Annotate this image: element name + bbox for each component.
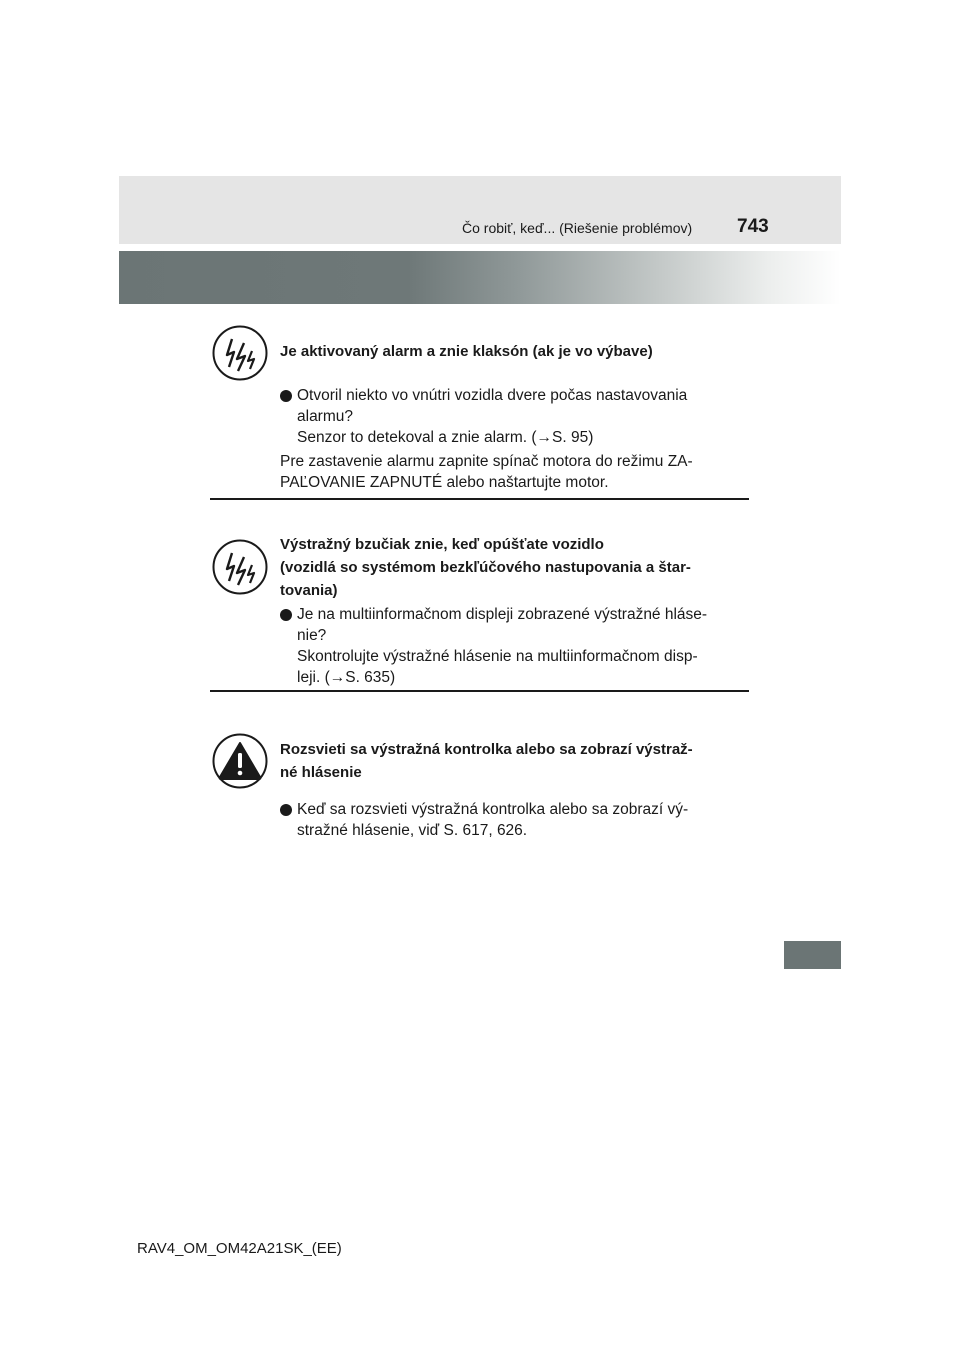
section-title: Výstražný bzučiak znie, keď opúšťate vozidlo (vozidlá so systémom bezkľúčového nastupovania a štar- tovania): [280, 536, 691, 599]
bullet-dot: [280, 609, 292, 621]
section-title: Je aktivovaný alarm a znie klaksón (ak je vo výbave): [280, 343, 653, 360]
spark-symbol-icon: [212, 539, 268, 595]
section-gradient-bar: [119, 251, 841, 304]
bullet-text: Je na multiinformačnom displeji zobrazené výstražné hláse- nie? Skontrolujte výstražné hlásenie na multiinformačnom disp- leji. (→S. 635): [297, 606, 708, 686]
warning-exclamation-icon: [212, 733, 268, 789]
spark-symbol-icon: [212, 325, 268, 381]
paragraph: Pre zastavenie alarmu zapnite spínač motora do režimu ZA- PAĽOVANIE ZAPNUTÉ alebo naštartujte motor.: [280, 453, 693, 491]
bullet-dot: [280, 390, 292, 402]
section-divider: [210, 690, 749, 692]
bullet-text: Otvoril niekto vo vnútri vozidla dvere počas nastavovania alarmu? Senzor to detekoval a znie alarm. (→S. 95): [297, 387, 688, 446]
section-title: Rozsvieti sa výstražná kontrolka alebo sa zobrazí výstraž- né hlásenie: [280, 741, 693, 781]
chapter-tab: [784, 941, 841, 969]
document-code: RAV4_OM_OM42A21SK_(EE): [137, 1240, 342, 1257]
chapter-title: Čo robiť, keď... (Riešenie problémov): [462, 220, 693, 236]
section-divider: [210, 498, 749, 500]
page-number: 743: [737, 216, 769, 237]
bullet-text: Keď sa rozsvieti výstražná kontrolka alebo sa zobrazí vý- stražné hlásenie, viď S. 617, 626.: [297, 801, 689, 839]
bullet-dot: [280, 804, 292, 816]
